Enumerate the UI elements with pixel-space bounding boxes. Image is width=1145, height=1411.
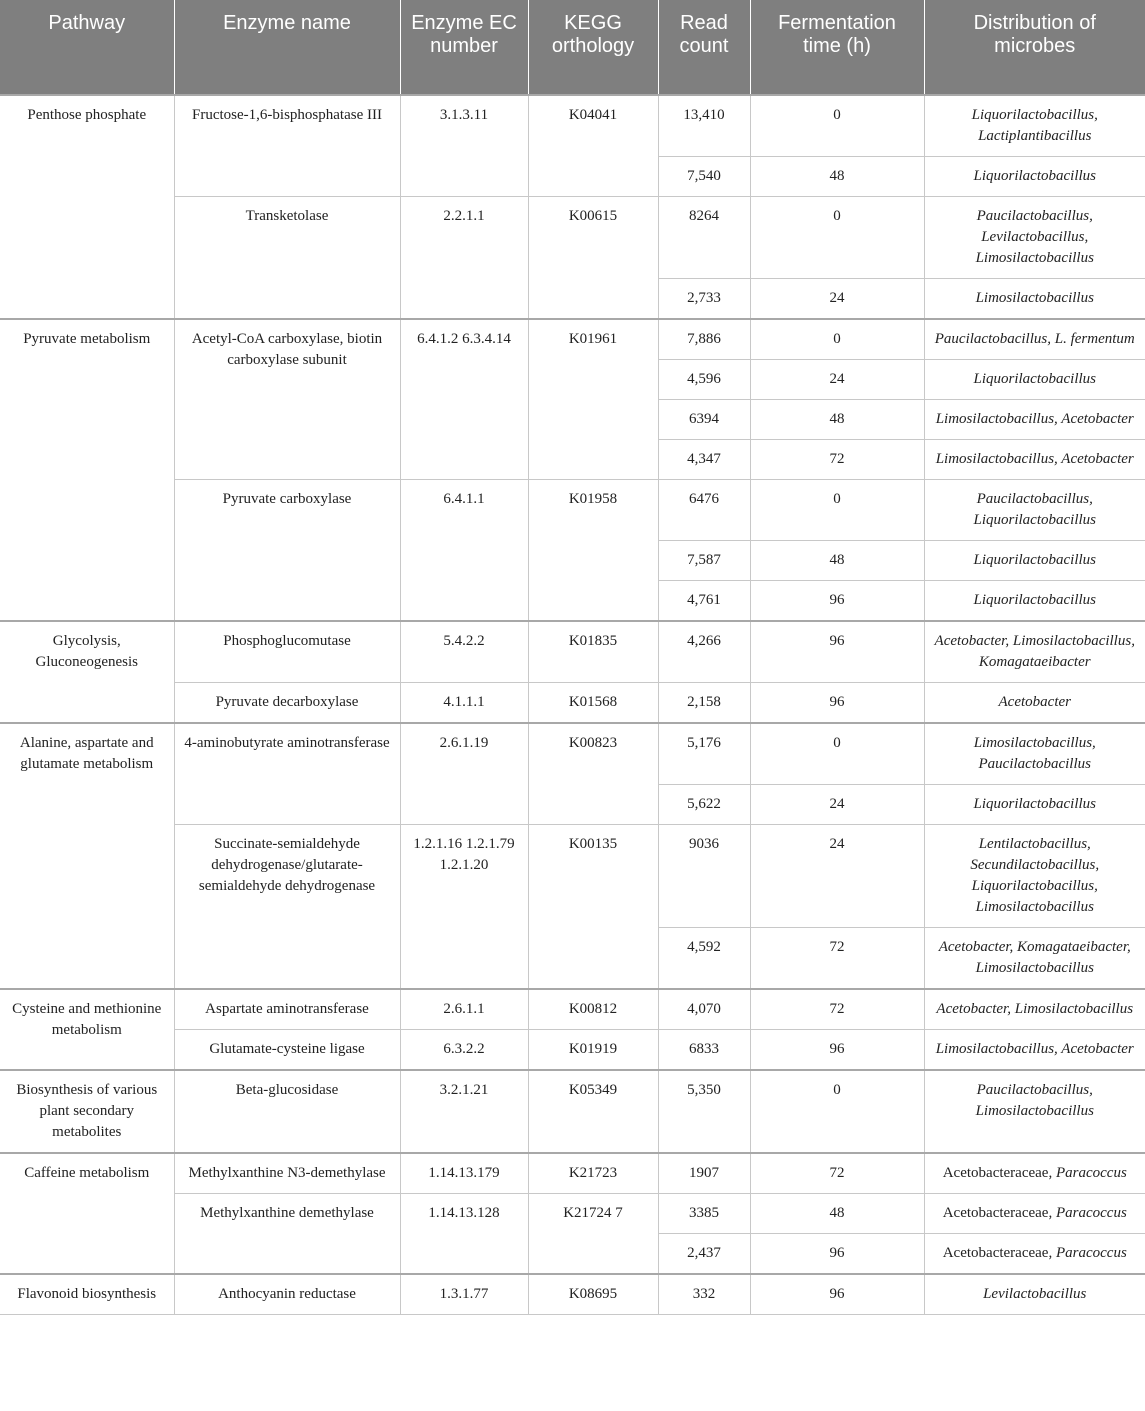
fermentation-time-cell: 72 [750,989,924,1030]
ec-number-cell: 3.2.1.21 [400,1070,528,1153]
microbes-cell [924,440,1145,480]
table-row [0,1070,1145,1153]
microbe-genus-text: Limosilactobacillus, Paucilactobacillus [973,735,1096,772]
read-count-cell: 332 [658,1274,750,1315]
kegg-orthology-cell: K01961 [528,319,658,480]
header-fermentation-time: Fermentation time (h) [750,0,924,95]
read-count-cell: 4,596 [658,360,750,400]
microbes-cell [924,621,1145,683]
read-count-cell: 2,733 [658,279,750,320]
kegg-orthology-cell: K00823 [528,723,658,825]
fermentation-time-cell: 48 [750,157,924,197]
fermentation-time-cell: 0 [750,197,924,279]
microbe-genus-text: Paucilactobacillus, Limosilactobacillus [975,1082,1094,1119]
fermentation-time-cell: 0 [750,95,924,157]
table-row [0,1274,1145,1315]
microbe-genus-text: Paracoccus [1055,1205,1127,1221]
microbes-cell [924,157,1145,197]
read-count-cell: 4,266 [658,621,750,683]
read-count-cell: 3385 [658,1194,750,1234]
ec-number-cell: 4.1.1.1 [400,683,528,724]
microbes-cell [924,197,1145,279]
microbe-genus-text: Liquorilactobacillus [973,371,1096,387]
fermentation-time-cell: 96 [750,621,924,683]
microbe-genus-text: Lentilactobacillus, Secundilactobacillus, Liquorilactobacillus, Limosilactobacillus [970,836,1100,915]
pathway-cell: Biosynthesis of various plant secondary metabolites [0,1070,174,1153]
header-pathway: Pathway [0,0,174,95]
kegg-orthology-cell: K05349 [528,1070,658,1153]
header-kegg-orthology: KEGG orthology [528,0,658,95]
microbes-cell [924,989,1145,1030]
kegg-orthology-cell: K01835 [528,621,658,683]
header-row [0,0,1145,95]
header-microbes: Distribution of microbes [924,0,1145,95]
fermentation-time-cell: 0 [750,319,924,360]
fermentation-time-cell: 96 [750,1030,924,1071]
read-count-cell: 4,592 [658,928,750,990]
ec-number-cell: 2.6.1.1 [400,989,528,1030]
microbe-genus-text: Liquorilactobacillus [973,796,1096,812]
ec-number-cell: 3.1.3.11 [400,95,528,197]
microbe-genus-text: Liquorilactobacillus [973,552,1096,568]
fermentation-time-cell: 24 [750,825,924,928]
kegg-orthology-cell: K01958 [528,480,658,622]
pathway-cell: Pyruvate metabolism [0,319,174,621]
ec-number-cell: 5.4.2.2 [400,621,528,683]
fermentation-time-cell: 48 [750,400,924,440]
microbe-genus-text: Limosilactobacillus, Acetobacter [935,411,1134,427]
ec-number-cell: 6.4.1.2 6.3.4.14 [400,319,528,480]
ec-number-cell: 2.2.1.1 [400,197,528,320]
read-count-cell: 6833 [658,1030,750,1071]
ec-number-cell: 1.2.1.16 1.2.1.79 1.2.1.20 [400,825,528,990]
microbes-cell [924,95,1145,157]
header-read-count: Read count [658,0,750,95]
ec-number-cell: 1.3.1.77 [400,1274,528,1315]
enzyme-name-cell: Methylxanthine N3-demethylase [174,1153,400,1194]
enzyme-name-cell: Succinate-semialdehyde dehydrogenase/glutarate-semialdehyde dehydrogenase [174,825,400,990]
table-row [0,723,1145,785]
microbe-genus-text: Paucilactobacillus, Liquorilactobacillus [973,491,1096,528]
ec-number-cell: 6.4.1.1 [400,480,528,622]
table-body [0,95,1145,1315]
microbe-genus-text: Acetobacter, Limosilactobacillus, Komagataeibacter [934,633,1135,670]
table-row [0,1153,1145,1194]
read-count-cell: 6476 [658,480,750,541]
read-count-cell: 7,886 [658,319,750,360]
microbe-genus-text: Limosilactobacillus, Acetobacter [935,451,1134,467]
enzyme-name-cell: Beta-glucosidase [174,1070,400,1153]
enzyme-name-cell: Fructose-1,6-bisphosphatase III [174,95,400,197]
read-count-cell: 5,176 [658,723,750,785]
read-count-cell: 7,587 [658,541,750,581]
microbe-genus-text: Paucilactobacillus, L. fermentum [934,331,1135,347]
read-count-cell: 9036 [658,825,750,928]
microbe-genus-text: Liquorilactobacillus [973,592,1096,608]
microbe-family-text: Acetobacteraceae, [942,1245,1056,1261]
enzyme-name-cell: Phosphoglucomutase [174,621,400,683]
microbes-cell [924,825,1145,928]
pathway-cell: Penthose phosphate [0,95,174,319]
read-count-cell: 2,437 [658,1234,750,1275]
microbe-genus-text: Acetobacter, Komagataeibacter, Limosilactobacillus [938,939,1131,976]
pathway-cell: Flavonoid biosynthesis [0,1274,174,1315]
table-row [0,319,1145,360]
fermentation-time-cell: 24 [750,279,924,320]
pathway-cell: Glycolysis, Gluconeogenesis [0,621,174,723]
fermentation-time-cell: 0 [750,723,924,785]
microbe-genus-text: Liquorilactobacillus, Lactiplantibacillus [971,107,1098,144]
fermentation-time-cell: 96 [750,581,924,622]
header-ec-number: Enzyme EC number [400,0,528,95]
fermentation-time-cell: 24 [750,785,924,825]
table-row [0,621,1145,683]
table-row [0,989,1145,1030]
microbe-genus-text: Paracoccus [1055,1165,1127,1181]
microbe-family-text: Acetobacteraceae, [942,1205,1056,1221]
ec-number-cell: 2.6.1.19 [400,723,528,825]
fermentation-time-cell: 72 [750,440,924,480]
read-count-cell: 2,158 [658,683,750,724]
kegg-orthology-cell: K01568 [528,683,658,724]
fermentation-time-cell: 96 [750,1234,924,1275]
fermentation-time-cell: 0 [750,480,924,541]
header-enzyme-name: Enzyme name [174,0,400,95]
pathway-cell: Alanine, aspartate and glutamate metabolism [0,723,174,989]
microbes-cell [924,1153,1145,1194]
fermentation-time-cell: 24 [750,360,924,400]
ec-number-cell: 6.3.2.2 [400,1030,528,1071]
microbes-cell [924,360,1145,400]
microbes-cell [924,1234,1145,1275]
microbes-cell [924,1274,1145,1315]
read-count-cell: 5,350 [658,1070,750,1153]
enzyme-name-cell: Aspartate aminotransferase [174,989,400,1030]
microbes-cell [924,400,1145,440]
enzyme-name-cell: Pyruvate carboxylase [174,480,400,622]
microbe-family-text: Acetobacteraceae, [942,1165,1056,1181]
microbe-genus-text: Limosilactobacillus [975,290,1094,306]
kegg-orthology-cell: K04041 [528,95,658,197]
kegg-orthology-cell: K00615 [528,197,658,320]
read-count-cell: 1907 [658,1153,750,1194]
kegg-orthology-cell: K08695 [528,1274,658,1315]
enzyme-name-cell: 4-aminobutyrate aminotransferase [174,723,400,825]
kegg-orthology-cell: K21723 [528,1153,658,1194]
enzyme-name-cell: Anthocyanin reductase [174,1274,400,1315]
microbes-cell [924,541,1145,581]
microbes-cell [924,279,1145,320]
read-count-cell: 7,540 [658,157,750,197]
fermentation-time-cell: 48 [750,541,924,581]
kegg-orthology-cell: K00812 [528,989,658,1030]
pathway-cell: Caffeine metabolism [0,1153,174,1274]
enzyme-name-cell: Acetyl-CoA carboxylase, biotin carboxylase subunit [174,319,400,480]
microbe-genus-text: Limosilactobacillus, Acetobacter [935,1041,1134,1057]
microbe-genus-text: Acetobacter, Limosilactobacillus [936,1001,1134,1017]
pathway-cell: Cysteine and methionine metabolism [0,989,174,1070]
enzyme-name-cell: Transketolase [174,197,400,320]
fermentation-time-cell: 96 [750,683,924,724]
fermentation-time-cell: 96 [750,1274,924,1315]
read-count-cell: 4,070 [658,989,750,1030]
ec-number-cell: 1.14.13.179 [400,1153,528,1194]
read-count-cell: 5,622 [658,785,750,825]
microbes-cell [924,480,1145,541]
enzyme-name-cell: Methylxanthine demethylase [174,1194,400,1275]
microbes-cell [924,723,1145,785]
microbes-cell [924,1030,1145,1071]
read-count-cell: 8264 [658,197,750,279]
microbes-cell [924,1070,1145,1153]
table-row [0,95,1145,157]
read-count-cell: 13,410 [658,95,750,157]
read-count-cell: 4,761 [658,581,750,622]
microbes-cell [924,928,1145,990]
read-count-cell: 6394 [658,400,750,440]
microbes-cell [924,581,1145,622]
microbe-genus-text: Paucilactobacillus, Levilactobacillus, Limosilactobacillus [975,208,1094,266]
enzyme-name-cell: Pyruvate decarboxylase [174,683,400,724]
ec-number-cell: 1.14.13.128 [400,1194,528,1275]
microbes-cell [924,785,1145,825]
read-count-cell: 4,347 [658,440,750,480]
microbes-cell [924,319,1145,360]
fermentation-time-cell: 72 [750,1153,924,1194]
microbe-genus-text: Liquorilactobacillus [973,168,1096,184]
microbe-genus-text: Paracoccus [1055,1245,1127,1261]
microbe-genus-text: Acetobacter [998,694,1071,710]
fermentation-time-cell: 48 [750,1194,924,1234]
kegg-orthology-cell: K01919 [528,1030,658,1071]
kegg-orthology-cell: K21724 7 [528,1194,658,1275]
microbe-genus-text: Levilactobacillus [983,1286,1087,1302]
fermentation-time-cell: 0 [750,1070,924,1153]
enzyme-name-cell: Glutamate-cysteine ligase [174,1030,400,1071]
microbes-cell [924,683,1145,724]
microbes-cell [924,1194,1145,1234]
fermentation-time-cell: 72 [750,928,924,990]
kegg-orthology-cell: K00135 [528,825,658,990]
